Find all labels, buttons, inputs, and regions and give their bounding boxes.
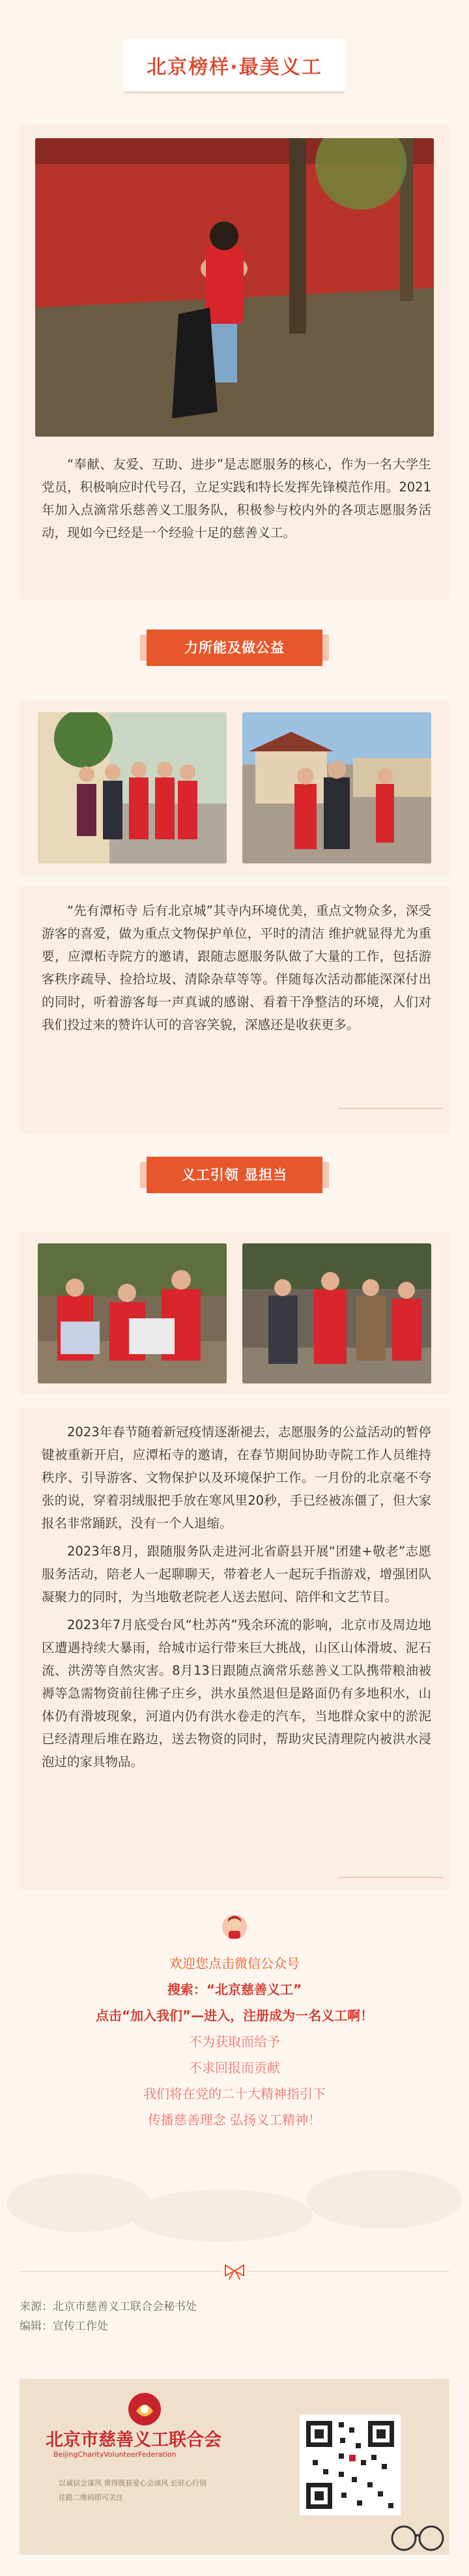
- federation-name-en: BeijingCharityVolunteerFederation: [53, 2450, 177, 2459]
- brand-slogan: 以诚信会谋风 常得既获爱心会谈风 长驻心行别 往路二维码即可关注: [59, 2479, 206, 2502]
- section2-paragraph-2: 2023年8月，跟随服务队走进河北省蔚县开展“团建+敬老”志愿服务活动，陪老人一起聊聊天，带着老人一起玩手指游戏，增强团队凝聚力的同时，为当地敬老院老人送去慰问、陪伴和文艺节目。: [42, 1544, 431, 1604]
- qr-code[interactable]: [300, 2414, 401, 2515]
- divider: [339, 1877, 443, 1878]
- section2-paragraph-1: 2023年春节随着新冠疫情逐渐褪去，志愿服务的公益活动的暂停键被重新开启，应潭柘寺的邀请，在春节期间协助寺院工作人员维持秩序、引导游客、文物保护以及环境保护工作。一月份的北京毫不夸张的说，穿着羽绒服把手放在寒风里20秒，手已经被冻僵了，但大家报名非常踊跃，没有一个人退缩。: [42, 1425, 431, 1531]
- federation-name: 北京市慈善义工联合会: [46, 2430, 221, 2450]
- title-card: [124, 39, 344, 93]
- volunteers-photo-1: [38, 712, 227, 863]
- section1-text-panel: [20, 886, 449, 1134]
- promo-line-5: 不求回报而贡献: [189, 2060, 280, 2076]
- promo-line-6: 我们将在党的二十大精神指引下: [143, 2086, 326, 2102]
- flood-relief-photo-1: [38, 1243, 227, 1383]
- promo-line-3: 点击“加入我们”—进入，注册成为一名义工啊！: [95, 2008, 374, 2023]
- section2-paragraphs: [42, 1421, 431, 1773]
- section1-photos: [20, 701, 449, 876]
- intro-panel: [20, 124, 449, 600]
- promo-block: [0, 1950, 469, 2133]
- section2-text-panel: [20, 1408, 449, 1890]
- editor-text: 编辑：宣传工作处: [20, 2320, 108, 2333]
- source-text: 来源：北京市慈善义工联合会秘书处: [20, 2300, 197, 2313]
- promo-line-4: 不为获取而给予: [189, 2034, 280, 2049]
- flood-relief-photo-2: [242, 1243, 431, 1383]
- volunteers-photo-2: [242, 712, 431, 863]
- glasses-icon: [384, 2519, 449, 2554]
- avatar-icon: [221, 1913, 248, 1941]
- promo-line-2: 搜索：“北京慈善义工”: [167, 1982, 302, 1997]
- section-tag-2: 义工引领 显担当: [147, 1157, 322, 1193]
- section1-paragraph: “先有潭柘寺 后有北京城”其寺内环境优美，重点文物众多，深受游客的喜爱，做为重点文物保护单位，平时的清洁 维护就显得尤为重要，应潭柘寺院方的邀请，跟随志愿服务队做了大量的工作，包括游客秩序疏导、捡拾垃圾、清除杂草等等。伴随每次活动都能深深付出的同时，听着游客每一声真诚的感谢、看着干净整洁的环境，人们对我们投过来的赞许认可的音容笑貌，深感还是收获更多。: [42, 903, 431, 1032]
- cloud-decoration: [0, 2157, 469, 2242]
- brand-card: [20, 2379, 449, 2554]
- section2-photos: [20, 1232, 449, 1395]
- federation-logo-icon: [127, 2392, 162, 2427]
- intro-paragraph: “奉献、友爱、互助、进步”是志愿服务的核心，作为一名大学生党员，积极响应时代号召，立足实践和特长发挥先锋模范作用。2021年加入点滴常乐慈善义工服务队，积极参与校内外的各项志愿服务活动，现如今已经是一个经验十足的慈善义工。: [42, 457, 431, 540]
- promo-line-1: 欢迎您点击微信公众号: [169, 1956, 300, 1971]
- section-tag-1: 力所能及做公益: [147, 630, 322, 666]
- section2-paragraph-3: 2023年7月底受台风“杜苏芮”残余环流的影响，北京市及周边地区遭遇持续大暴雨，给城市运行带来巨大挑战，山区山体滑坡、泥石流、洪涝等自然灾害。8月13日跟随点滴常乐慈善义工队携带粮油被褥等急需物资前往佛子庄乡，洪水虽然退但是路面仍有多地积水，山体仍有滑坡现象，河道内仍有洪水卷走的汽车，当地群众家中的淤泥已经清理后堆在路边，送去物资的同时，帮助灾民清理院内被洪水浸泡过的家具物品。: [42, 1617, 431, 1769]
- divider: [339, 1108, 443, 1109]
- page-title: 北京榜样·最美义工: [147, 56, 322, 79]
- title-area: [0, 39, 469, 93]
- bow-icon: [221, 2261, 248, 2281]
- promo-line-7: 传播慈善理念 弘扬义工精神！: [147, 2112, 322, 2128]
- hero-photo: [35, 138, 434, 437]
